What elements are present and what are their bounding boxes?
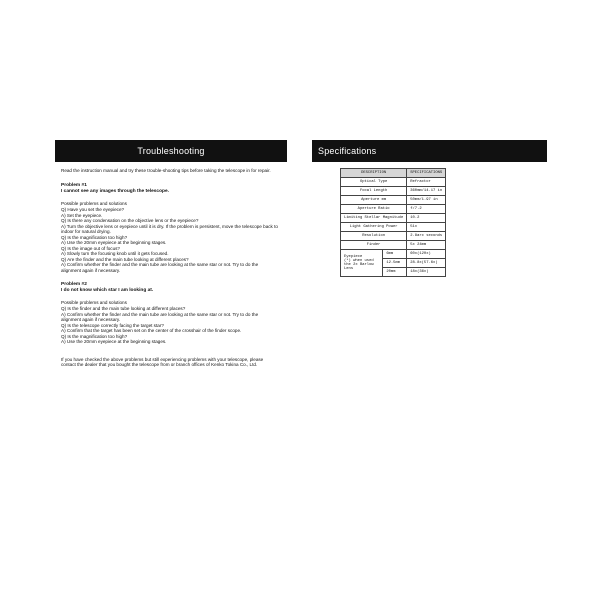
qa-line: A) Slowly turn the focusing knob until it gets focused.: [61, 251, 169, 256]
spec-value: 10.2: [407, 214, 446, 223]
table-row: [341, 250, 446, 259]
eyepiece-size: 6mm: [383, 250, 407, 259]
qa-line: indoor for natural drying.: [61, 229, 111, 234]
table-row: [341, 241, 446, 250]
table-row: [341, 196, 446, 205]
closing-line: contact the dealer that you bought the telescope from or branch offices of Kenko Tokina Co., Ltd.: [61, 362, 258, 367]
qa-line: Q) Is the telescope correctly facing the target star?: [61, 322, 164, 328]
solutions-heading: Possible problems and solutions: [61, 300, 127, 305]
eyepiece-label: [341, 250, 383, 277]
spec-label: Aperture mm: [341, 196, 407, 205]
closing-line: If you have checked the above problems but still experiencing problems with your telescope, please: [61, 356, 264, 362]
header-description: DESCRIPTION: [341, 169, 407, 178]
spec-value: 2.8arc seconds: [407, 232, 446, 241]
specifications-title: Specifications: [318, 146, 377, 156]
qa-line: Q) Is the finder and the main tube looking at different places?: [61, 306, 186, 311]
intro-text: Read the instruction manual and try these trouble-shooting tips before taking the telescope in for repair.: [61, 168, 271, 173]
specifications-header: [312, 140, 547, 162]
table-row: [341, 178, 446, 187]
table-row: [341, 223, 446, 232]
qa-line: A) Use the 20mm eyepiece at the beginning stages.: [61, 240, 167, 245]
table-row: [341, 232, 446, 241]
closing-note: [61, 357, 287, 368]
spec-value: 50mm/1.97 in: [407, 196, 446, 205]
qa-line: A) Confirm that the target has been set on the center of the crosshair of the finder scope.: [61, 328, 242, 333]
qa-line: A) Confirm whether the finder and the main tube are looking at the same star or not. Try to do the: [61, 262, 259, 267]
qa-line: Q) Is the image out of focus?: [61, 245, 120, 251]
eyepiece-size: 20mm: [383, 268, 407, 277]
problem-title: I do not know which star I am looking at.: [61, 288, 154, 293]
qa-line: alignment again if necessary.: [61, 317, 121, 322]
qa-line: A) Turn the objective lens or eyepiece until it is dry. If the problem is persistent, move the telescope back to: [61, 223, 278, 229]
eyepiece-label-line: Eyepiece: [344, 255, 363, 259]
spec-value: f/7.2: [407, 205, 446, 214]
spec-label: Finder: [341, 241, 407, 250]
qa-line: A) Use the 20mm eyepiece at the beginning stages.: [61, 339, 167, 344]
spec-label: Optical Type: [341, 178, 407, 187]
qa-line: Q) Is the magnification too high?: [61, 333, 128, 339]
spec-value: 5x 24mm: [407, 241, 446, 250]
eyepiece-magnification: 28.8x(57.6x): [407, 259, 446, 268]
qa-line: alignment again if necessary.: [61, 267, 121, 273]
spec-label: Resolution: [341, 232, 407, 241]
qa-line: Q) Is the magnification too high?: [61, 234, 128, 240]
qa-line: Q) Have you set the eyepiece?: [61, 207, 125, 212]
problem-title: I cannot see any images through the telescope.: [61, 189, 169, 194]
troubleshooting-header: [55, 140, 287, 162]
header-specifications: SPECIFICATIONS: [407, 169, 446, 178]
table-row: [341, 205, 446, 214]
specifications-page: [312, 140, 547, 274]
problem-1: [61, 183, 287, 273]
problem-number: Problem #2: [61, 282, 87, 287]
solutions-heading: Possible problems and solutions: [61, 201, 127, 206]
table-row: [341, 214, 446, 223]
qa-line: A) Set the eyepiece.: [61, 212, 103, 218]
qa-line: Q) Is there any condensation on the objective lens or the eyepiece?: [61, 218, 199, 223]
problem-2: [61, 282, 287, 345]
eyepiece-label-line: Lens: [344, 267, 354, 271]
eyepiece-magnification: 18x(36x): [407, 268, 446, 277]
spec-value: Refractor: [407, 178, 446, 187]
eyepiece-label-line: (*) when used: [344, 259, 374, 263]
problem-number: Problem #1: [61, 183, 87, 188]
spec-label: Focal Length: [341, 187, 407, 196]
specifications-table: [340, 168, 446, 277]
troubleshooting-page: [55, 140, 287, 368]
eyepiece-label-line: the 2x Barlow: [344, 263, 374, 267]
eyepiece-size: 12.5mm: [383, 259, 407, 268]
spec-value: 360mm/14.17 in: [407, 187, 446, 196]
qa-line: A) Confirm whether the finder and the main tube are looking at the same star or not. Try to do the: [61, 311, 259, 317]
spec-label: Limiting Stellar Magnitude: [341, 214, 407, 223]
table-row: [341, 187, 446, 196]
spec-value: 51x: [407, 223, 446, 232]
table-header-row: [341, 169, 446, 178]
eyepiece-magnification: 60x(120x): [407, 250, 446, 259]
qa-line: Q) Are the finder and the main tube looking at different places?: [61, 256, 189, 262]
spec-label: Light Gathering Power: [341, 223, 407, 232]
troubleshooting-title: Troubleshooting: [137, 146, 205, 156]
spec-label: Aperture Ratio: [341, 205, 407, 214]
